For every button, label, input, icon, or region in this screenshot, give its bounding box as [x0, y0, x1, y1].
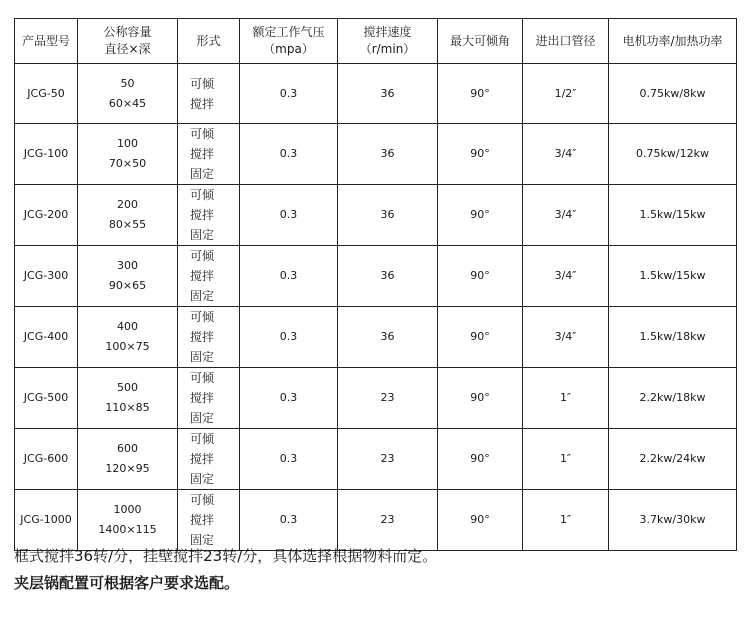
- table-row: [15, 124, 737, 185]
- cell-pressure: 0.3: [240, 64, 338, 124]
- cell-angle: 90°: [438, 490, 523, 551]
- header-label: 公称容量: [103, 25, 152, 39]
- cell-power: 1.5kw/18kw: [609, 307, 737, 368]
- cell-capacity-line: 100: [117, 137, 138, 150]
- cell-capacity-line: 90×65: [108, 279, 147, 292]
- cell-form-line: 固定: [190, 167, 215, 181]
- cell-form-line: 可倾: [190, 76, 215, 91]
- spec-table: [14, 18, 737, 551]
- cell-capacity: [78, 246, 178, 307]
- cell-pipe: 1″: [523, 490, 609, 551]
- cell-capacity-line: 100×75: [105, 340, 150, 353]
- header-label: 产品型号: [21, 33, 70, 48]
- cell-pipe: 3/4″: [523, 246, 609, 307]
- cell-form-line: 固定: [190, 472, 215, 486]
- header-label: （r/min）: [359, 42, 416, 56]
- cell-form-line: 搅拌: [190, 452, 215, 466]
- cell-capacity-line: 500: [117, 381, 138, 394]
- cell-power: 2.2kw/24kw: [609, 429, 737, 490]
- cell-capacity-line: 80×55: [108, 218, 147, 231]
- cell-capacity-line: 60×45: [108, 96, 147, 110]
- cell-form-line: 固定: [190, 228, 215, 242]
- header-angle: [438, 19, 523, 64]
- cell-form: [178, 307, 240, 368]
- cell-pipe: 3/4″: [523, 124, 609, 185]
- cell-speed: 36: [338, 185, 438, 246]
- cell-power: 1.5kw/15kw: [609, 246, 737, 307]
- cell-pressure: 0.3: [240, 185, 338, 246]
- cell-model: JCG-50: [15, 64, 78, 124]
- cell-power: 0.75kw/12kw: [609, 124, 737, 185]
- table-row: [15, 185, 737, 246]
- cell-power: 2.2kw/18kw: [609, 368, 737, 429]
- cell-form-line: 搅拌: [190, 147, 215, 161]
- cell-model: JCG-100: [15, 124, 78, 185]
- cell-capacity-line: 200: [117, 198, 138, 211]
- header-pressure: [240, 19, 338, 64]
- cell-form-line: 可倾: [190, 188, 215, 202]
- cell-form-line: 固定: [190, 350, 215, 364]
- note-stirring-speed: 框式搅拌36转/分，挂壁搅拌23转/分，具体选择根据物料而定。: [14, 547, 438, 565]
- table-row: [15, 429, 737, 490]
- cell-form-line: 可倾: [190, 249, 215, 263]
- cell-model: JCG-200: [15, 185, 78, 246]
- table-row: [15, 368, 737, 429]
- cell-form: [178, 246, 240, 307]
- cell-pipe: 3/4″: [523, 307, 609, 368]
- cell-form-line: 搅拌: [190, 96, 215, 111]
- cell-angle: 90°: [438, 64, 523, 124]
- cell-model: JCG-400: [15, 307, 78, 368]
- cell-form-line: 可倾: [190, 432, 215, 446]
- header-label: 额定工作气压: [252, 25, 325, 39]
- header-form: [178, 19, 240, 64]
- cell-speed: 23: [338, 490, 438, 551]
- cell-pipe: 3/4″: [523, 185, 609, 246]
- header-label: 最大可倾角: [449, 33, 510, 48]
- cell-form-line: 搅拌: [190, 513, 215, 527]
- header-label: 进出口管径: [535, 33, 596, 48]
- cell-capacity: [78, 307, 178, 368]
- cell-pressure: 0.3: [240, 307, 338, 368]
- header-label: 形式: [196, 33, 221, 48]
- cell-form-line: 搅拌: [190, 391, 215, 405]
- cell-pressure: 0.3: [240, 246, 338, 307]
- cell-form: [178, 429, 240, 490]
- cell-model: JCG-500: [15, 368, 78, 429]
- cell-form-line: 可倾: [190, 371, 215, 385]
- cell-speed: 36: [338, 64, 438, 124]
- cell-speed: 23: [338, 368, 438, 429]
- cell-form-line: 搅拌: [190, 269, 215, 283]
- cell-pipe: 1″: [523, 368, 609, 429]
- header-label: 直径×深: [104, 42, 151, 56]
- header-pipe: [523, 19, 609, 64]
- cell-angle: 90°: [438, 429, 523, 490]
- cell-form-line: 可倾: [190, 127, 215, 141]
- table-row: [15, 490, 737, 551]
- header-model: [15, 19, 78, 64]
- cell-angle: 90°: [438, 246, 523, 307]
- cell-pressure: 0.3: [240, 124, 338, 185]
- cell-model: JCG-300: [15, 246, 78, 307]
- cell-form: [178, 490, 240, 551]
- cell-capacity: [78, 185, 178, 246]
- cell-form: [178, 185, 240, 246]
- note-jacket-config: 夹层锅配置可根据客户要求选配。: [14, 574, 240, 592]
- cell-capacity: [78, 490, 178, 551]
- header-label: （mpa）: [263, 42, 314, 56]
- table-row: [15, 307, 737, 368]
- cell-capacity: [78, 429, 178, 490]
- cell-form-line: 可倾: [190, 310, 215, 324]
- cell-speed: 36: [338, 124, 438, 185]
- header-power: [609, 19, 737, 64]
- cell-pipe: 1/2″: [523, 64, 609, 124]
- table-row: [15, 64, 737, 124]
- cell-angle: 90°: [438, 124, 523, 185]
- header-label: 电机功率/加热功率: [622, 33, 723, 48]
- cell-capacity-line: 1400×115: [98, 523, 157, 536]
- cell-power: 1.5kw/15kw: [609, 185, 737, 246]
- cell-capacity-line: 70×50: [108, 157, 147, 170]
- table-row: [15, 246, 737, 307]
- cell-model: JCG-600: [15, 429, 78, 490]
- cell-speed: 23: [338, 429, 438, 490]
- table-header-row: [15, 19, 737, 64]
- header-speed: [338, 19, 438, 64]
- cell-pressure: 0.3: [240, 429, 338, 490]
- cell-speed: 36: [338, 246, 438, 307]
- cell-capacity-line: 400: [117, 320, 138, 333]
- cell-capacity-line: 120×95: [105, 462, 150, 475]
- cell-form: [178, 368, 240, 429]
- table-body: [15, 64, 737, 551]
- cell-capacity-line: 300: [117, 259, 138, 272]
- cell-angle: 90°: [438, 368, 523, 429]
- cell-form-line: 搅拌: [190, 330, 215, 344]
- cell-capacity: [78, 64, 178, 124]
- cell-speed: 36: [338, 307, 438, 368]
- cell-capacity-line: 1000: [113, 503, 142, 516]
- cell-pressure: 0.3: [240, 490, 338, 551]
- cell-capacity-line: 600: [117, 442, 138, 455]
- cell-form-line: 固定: [190, 533, 215, 547]
- cell-capacity-line: 50: [120, 76, 135, 90]
- cell-form: [178, 64, 240, 124]
- cell-angle: 90°: [438, 185, 523, 246]
- cell-form: [178, 124, 240, 185]
- cell-form-line: 固定: [190, 289, 215, 303]
- cell-power: 3.7kw/30kw: [609, 490, 737, 551]
- cell-form-line: 固定: [190, 411, 215, 425]
- cell-capacity: [78, 368, 178, 429]
- cell-form-line: 可倾: [190, 493, 215, 507]
- cell-model: JCG-1000: [15, 490, 78, 551]
- cell-form-line: 搅拌: [190, 208, 215, 222]
- cell-capacity: [78, 124, 178, 185]
- cell-pressure: 0.3: [240, 368, 338, 429]
- header-label: 搅拌速度: [363, 25, 412, 39]
- header-capacity: [78, 19, 178, 64]
- cell-capacity-line: 110×85: [105, 401, 150, 414]
- cell-pipe: 1″: [523, 429, 609, 490]
- cell-angle: 90°: [438, 307, 523, 368]
- cell-power: 0.75kw/8kw: [609, 64, 737, 124]
